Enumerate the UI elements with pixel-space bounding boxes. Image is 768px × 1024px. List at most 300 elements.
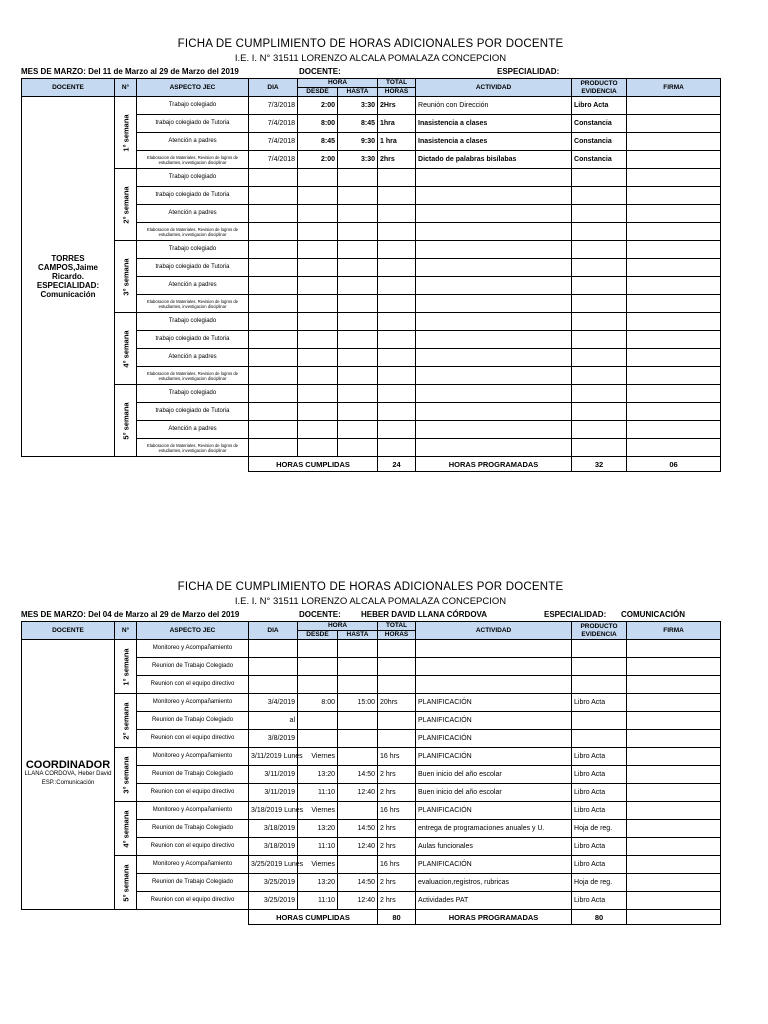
producto-cell: [572, 277, 627, 295]
firma-cell: [627, 169, 721, 187]
producto-cell: [572, 241, 627, 259]
dia-cell: 3/25/2019: [249, 874, 298, 892]
dia-cell: [249, 169, 298, 187]
hasta-cell: [338, 385, 378, 403]
firma-cell: [627, 115, 721, 133]
actividad-cell: evaluacion,registros, rubricas: [416, 874, 572, 892]
horas-programadas-value: 32: [572, 457, 627, 472]
total-cell: 16 hrs: [378, 748, 416, 766]
docente-label: DOCENTE:: [299, 67, 341, 76]
dia-cell: [249, 223, 298, 241]
firma-cell: [627, 313, 721, 331]
sheet-title: FICHA DE CUMPLIMIENTO DE HORAS ADICIONALES POR DOCENTE: [177, 38, 564, 50]
total-cell: [378, 259, 416, 277]
dia-cell: [249, 640, 298, 658]
hours-table: [21, 621, 721, 925]
header-desde: DESDE: [298, 88, 338, 97]
desde-cell: 13:20: [298, 766, 338, 784]
actividad-cell: [416, 640, 572, 658]
producto-cell: [572, 187, 627, 205]
dia-cell: [249, 658, 298, 676]
dia-cell: 3/18/2019 Lunes: [249, 802, 298, 820]
desde-cell: [298, 331, 338, 349]
actividad-cell: [416, 259, 572, 277]
desde-cell: [298, 223, 338, 241]
aspect-cell: Elaboracion de Materiales, Revision de logros de estudiantes, investigacion disciplinar: [137, 367, 249, 385]
dia-cell: 7/4/2018: [249, 151, 298, 169]
hasta-cell: 12:40: [338, 838, 378, 856]
attendance-sheet-1: [21, 36, 720, 472]
hasta-cell: [338, 367, 378, 385]
firma-cell: [627, 403, 721, 421]
school-name: I.E. I. N° 31511 LORENZO ALCALA POMALAZA CONCEPCION: [234, 596, 507, 607]
hasta-cell: 14:50: [338, 874, 378, 892]
firma-cell: [627, 385, 721, 403]
hasta-cell: [338, 439, 378, 457]
sheet-meta: [21, 609, 720, 621]
hasta-cell: [338, 295, 378, 313]
total-cell: 2 hrs: [378, 820, 416, 838]
producto-cell: Libro Acta: [572, 748, 627, 766]
header-firma: FIRMA: [627, 622, 721, 640]
hasta-cell: 3:30: [338, 151, 378, 169]
hasta-cell: [338, 277, 378, 295]
week-label: [115, 640, 137, 694]
producto-cell: Libro Acta: [572, 802, 627, 820]
dia-cell: 3/4/2019: [249, 694, 298, 712]
horas-extra-value: [627, 910, 721, 925]
hasta-cell: [338, 730, 378, 748]
firma-cell: [627, 331, 721, 349]
firma-cell: [627, 223, 721, 241]
desde-cell: [298, 259, 338, 277]
totals-row: [22, 457, 721, 472]
actividad-cell: Inasistencia a clases: [416, 115, 572, 133]
total-cell: 2 hrs: [378, 784, 416, 802]
producto-cell: [572, 349, 627, 367]
dia-cell: 3/18/2019: [249, 838, 298, 856]
producto-cell: [572, 367, 627, 385]
total-cell: [378, 712, 416, 730]
aspect-cell: Reunion de Trabajo Colegiado: [137, 712, 249, 730]
hasta-cell: 9:30: [338, 133, 378, 151]
week-label-text: 3° semana: [121, 755, 130, 794]
total-cell: [378, 421, 416, 439]
total-cell: [378, 403, 416, 421]
actividad-cell: [416, 421, 572, 439]
producto-cell: [572, 439, 627, 457]
aspect-cell: Trabajo colegiado: [137, 313, 249, 331]
actividad-cell: Inasistencia a clases: [416, 133, 572, 151]
hasta-cell: [338, 658, 378, 676]
week-label-text: 4° semana: [121, 809, 130, 848]
week-label-text: 4° semana: [121, 329, 130, 368]
total-cell: [378, 187, 416, 205]
hasta-cell: [338, 856, 378, 874]
aspect-cell: Trabajo colegiado: [137, 97, 249, 115]
desde-cell: [298, 403, 338, 421]
header-actividad: ACTIVIDAD: [416, 622, 572, 640]
desde-cell: [298, 349, 338, 367]
header-producto: PRODUCTO EVIDENCIA: [572, 622, 627, 640]
table-row: [22, 856, 721, 874]
firma-cell: [627, 892, 721, 910]
total-cell: [378, 730, 416, 748]
especialidad-label: ESPECIALIDAD:: [544, 610, 607, 619]
especialidad-value: COMUNICACIÓN: [621, 610, 685, 619]
dia-cell: [249, 385, 298, 403]
aspect-cell: Reunion de Trabajo Colegiado: [137, 820, 249, 838]
header-total: TOTAL: [378, 622, 416, 631]
actividad-cell: PLANIFICACIÓN: [416, 748, 572, 766]
aspect-cell: Reunion con el equipo directivo: [137, 892, 249, 910]
firma-cell: [627, 856, 721, 874]
producto-cell: [572, 295, 627, 313]
total-cell: [378, 385, 416, 403]
hasta-cell: [338, 169, 378, 187]
total-cell: [378, 640, 416, 658]
aspect-cell: Elaboracion de Materiales, Revision de logros de estudiantes, investigacion disciplinar: [137, 151, 249, 169]
aspect-cell: Atención a padres: [137, 205, 249, 223]
aspect-cell: Monitoreo y Acompañamiento: [137, 640, 249, 658]
hasta-cell: [338, 403, 378, 421]
header-hora: HORA: [298, 622, 378, 631]
desde-cell: [298, 658, 338, 676]
dia-cell: 3/11/2019: [249, 766, 298, 784]
desde-cell: [298, 313, 338, 331]
docente-cell: [22, 97, 115, 457]
total-cell: [378, 241, 416, 259]
header-docente: DOCENTE: [22, 622, 115, 640]
horas-extra-value: 06: [627, 457, 721, 472]
producto-cell: Libro Acta: [572, 892, 627, 910]
hasta-cell: [338, 241, 378, 259]
desde-cell: 8:00: [298, 115, 338, 133]
horas-programadas-label: HORAS PROGRAMADAS: [416, 457, 572, 472]
hasta-cell: [338, 712, 378, 730]
coordinador-title: COORDINADOR: [25, 759, 111, 771]
actividad-cell: [416, 223, 572, 241]
desde-cell: [298, 640, 338, 658]
total-cell: 2 hrs: [378, 874, 416, 892]
table-row: [22, 313, 721, 331]
desde-cell: Viernes: [298, 802, 338, 820]
actividad-cell: [416, 277, 572, 295]
desde-cell: [298, 241, 338, 259]
desde-cell: [298, 277, 338, 295]
hasta-cell: 14:50: [338, 766, 378, 784]
total-cell: 16 hrs: [378, 802, 416, 820]
horas-cumplidas-value: 24: [378, 457, 416, 472]
actividad-cell: [416, 349, 572, 367]
aspect-cell: Reunion con el equipo directivo: [137, 838, 249, 856]
total-cell: [378, 277, 416, 295]
producto-cell: [572, 658, 627, 676]
actividad-cell: [416, 439, 572, 457]
header-aspecto: ASPECTO JEC: [137, 622, 249, 640]
desde-cell: [298, 421, 338, 439]
actividad-cell: Aulas funcionales: [416, 838, 572, 856]
header-horas: HORAS: [378, 88, 416, 97]
producto-cell: Libro Acta: [572, 838, 627, 856]
firma-cell: [627, 97, 721, 115]
actividad-cell: PLANIFICACIÓN: [416, 802, 572, 820]
actividad-cell: [416, 205, 572, 223]
desde-cell: 13:20: [298, 820, 338, 838]
total-cell: [378, 658, 416, 676]
desde-cell: 8:00: [298, 694, 338, 712]
dia-cell: 7/4/2018: [249, 133, 298, 151]
table-row: [22, 802, 721, 820]
hasta-cell: 15:00: [338, 694, 378, 712]
aspect-cell: Monitoreo y Acompañamiento: [137, 748, 249, 766]
total-cell: 1hra: [378, 115, 416, 133]
week-label-text: 3° semana: [121, 257, 130, 296]
header-actividad: ACTIVIDAD: [416, 79, 572, 97]
week-label: [115, 856, 137, 910]
docente-especialidad: ESPECIALIDAD: Comunicación: [36, 281, 100, 299]
hasta-cell: [338, 640, 378, 658]
aspect-cell: Reunion con el equipo directivo: [137, 730, 249, 748]
desde-cell: [298, 295, 338, 313]
header-desde: DESDE: [298, 631, 338, 640]
dia-cell: [249, 676, 298, 694]
actividad-cell: PLANIFICACIÓN: [416, 730, 572, 748]
producto-cell: [572, 730, 627, 748]
aspect-cell: Reunion con el equipo directivo: [137, 784, 249, 802]
dia-cell: [249, 259, 298, 277]
horas-programadas-label: HORAS PROGRAMADAS: [416, 910, 572, 925]
actividad-cell: [416, 403, 572, 421]
dia-cell: [249, 439, 298, 457]
producto-cell: Libro Acta: [572, 766, 627, 784]
firma-cell: [627, 277, 721, 295]
dia-cell: 3/11/2019: [249, 784, 298, 802]
total-cell: [378, 295, 416, 313]
header-producto: PRODUCTO EVIDENCIA: [572, 79, 627, 97]
total-cell: 2hrs: [378, 151, 416, 169]
week-label-text: 2° semana: [121, 185, 130, 224]
dia-cell: 7/4/2018: [249, 115, 298, 133]
coordinador-cell: [22, 640, 115, 910]
hasta-cell: [338, 331, 378, 349]
table-row: [22, 241, 721, 259]
producto-cell: [572, 403, 627, 421]
actividad-cell: [416, 676, 572, 694]
firma-cell: [627, 712, 721, 730]
desde-cell: Viernes: [298, 856, 338, 874]
aspect-cell: trabajo colegiado de Tutoria: [137, 187, 249, 205]
aspect-cell: Reunion de Trabajo Colegiado: [137, 766, 249, 784]
firma-cell: [627, 421, 721, 439]
firma-cell: [627, 349, 721, 367]
producto-cell: Hoja de reg.: [572, 820, 627, 838]
week-label-text: 5° semana: [121, 401, 130, 440]
firma-cell: [627, 241, 721, 259]
firma-cell: [627, 838, 721, 856]
producto-cell: [572, 676, 627, 694]
hasta-cell: 12:40: [338, 892, 378, 910]
desde-cell: [298, 385, 338, 403]
hasta-cell: [338, 205, 378, 223]
producto-cell: Libro Acta: [572, 856, 627, 874]
producto-cell: [572, 259, 627, 277]
dia-cell: [249, 367, 298, 385]
desde-cell: [298, 439, 338, 457]
firma-cell: [627, 367, 721, 385]
desde-cell: [298, 730, 338, 748]
firma-cell: [627, 874, 721, 892]
firma-cell: [627, 205, 721, 223]
docente-label: DOCENTE:: [299, 610, 341, 619]
hasta-cell: 14:50: [338, 820, 378, 838]
aspect-cell: Elaboracion de Materiales, Revision de logros de estudiantes, investigacion disciplinar: [137, 295, 249, 313]
desde-cell: [298, 169, 338, 187]
horas-cumplidas-value: 80: [378, 910, 416, 925]
producto-cell: [572, 421, 627, 439]
total-cell: [378, 205, 416, 223]
week-label: [115, 97, 137, 169]
aspect-cell: trabajo colegiado de Tutoria: [137, 115, 249, 133]
header-hasta: HASTA: [338, 631, 378, 640]
table-row: [22, 385, 721, 403]
firma-cell: [627, 151, 721, 169]
actividad-cell: [416, 313, 572, 331]
month-range: MES DE MARZO: Del 04 de Marzo al 29 de Marzo del 2019: [21, 610, 240, 619]
total-cell: 2 hrs: [378, 766, 416, 784]
week-label-text: 1° semana: [121, 647, 130, 686]
desde-cell: 11:10: [298, 838, 338, 856]
producto-cell: Constancia: [572, 133, 627, 151]
dia-cell: [249, 187, 298, 205]
table-row: [22, 169, 721, 187]
actividad-cell: Reunión con Dirección: [416, 97, 572, 115]
actividad-cell: [416, 169, 572, 187]
actividad-cell: Actividades PAT: [416, 892, 572, 910]
firma-cell: [627, 766, 721, 784]
dia-cell: [249, 277, 298, 295]
header-dia: DIA: [249, 79, 298, 97]
hasta-cell: 8:45: [338, 115, 378, 133]
aspect-cell: Elaboracion de Materiales, Revision de logros de estudiantes, investigacion disciplinar: [137, 439, 249, 457]
firma-cell: [627, 730, 721, 748]
aspect-cell: Reunion con el equipo directivo: [137, 676, 249, 694]
total-cell: 2Hrs: [378, 97, 416, 115]
totals-row: [22, 910, 721, 925]
school-name: I.E. I. N° 31511 LORENZO ALCALA POMALAZA CONCEPCION: [234, 53, 507, 64]
header-n: N°: [115, 79, 137, 97]
dia-cell: [249, 313, 298, 331]
actividad-cell: PLANIFICACIÓN: [416, 856, 572, 874]
week-label-text: 1° semana: [121, 113, 130, 152]
total-cell: [378, 331, 416, 349]
aspect-cell: Atención a padres: [137, 349, 249, 367]
aspect-cell: Trabajo colegiado: [137, 169, 249, 187]
week-label: [115, 385, 137, 457]
firma-cell: [627, 658, 721, 676]
actividad-cell: [416, 187, 572, 205]
week-label: [115, 694, 137, 748]
header-total: TOTAL: [378, 79, 416, 88]
hours-table: [21, 78, 721, 472]
week-label: [115, 802, 137, 856]
firma-cell: [627, 439, 721, 457]
producto-cell: [572, 385, 627, 403]
month-range: MES DE MARZO: Del 11 de Marzo al 29 de Marzo del 2019: [21, 67, 239, 76]
firma-cell: [627, 784, 721, 802]
aspect-cell: trabajo colegiado de Tutoria: [137, 331, 249, 349]
actividad-cell: Buen inicio del año escolar: [416, 784, 572, 802]
hasta-cell: [338, 676, 378, 694]
dia-cell: [249, 403, 298, 421]
producto-cell: Libro Acta: [572, 694, 627, 712]
aspect-cell: Monitoreo y Acompañamiento: [137, 694, 249, 712]
totals-spacer: [22, 457, 249, 472]
week-label: [115, 748, 137, 802]
total-cell: [378, 367, 416, 385]
desde-cell: [298, 205, 338, 223]
desde-cell: 2:00: [298, 97, 338, 115]
hasta-cell: 3:30: [338, 97, 378, 115]
total-cell: 16 hrs: [378, 856, 416, 874]
actividad-cell: [416, 367, 572, 385]
docente-value: HEBER DAVID LLANA CÓRDOVA: [361, 610, 488, 619]
hasta-cell: [338, 349, 378, 367]
coordinador-detail: LLANA CORDOVA, Heber David ESP.:Comunicación: [24, 771, 112, 786]
hasta-cell: [338, 259, 378, 277]
desde-cell: [298, 187, 338, 205]
total-cell: 1 hra: [378, 133, 416, 151]
hasta-cell: [338, 223, 378, 241]
header-hora: HORA: [298, 79, 378, 88]
dia-cell: 3/25/2019: [249, 892, 298, 910]
hasta-cell: [338, 748, 378, 766]
firma-cell: [627, 259, 721, 277]
firma-cell: [627, 676, 721, 694]
hasta-cell: [338, 421, 378, 439]
header-n: N°: [115, 622, 137, 640]
horas-cumplidas-label: HORAS CUMPLIDAS: [249, 457, 378, 472]
header-horas: HORAS: [378, 631, 416, 640]
attendance-sheet-2: [21, 579, 720, 925]
actividad-cell: [416, 385, 572, 403]
header-hasta: HASTA: [338, 88, 378, 97]
aspect-cell: Atención a padres: [137, 277, 249, 295]
aspect-cell: Reunion de Trabajo Colegiado: [137, 658, 249, 676]
table-row: [22, 748, 721, 766]
total-cell: [378, 676, 416, 694]
producto-cell: Constancia: [572, 115, 627, 133]
dia-cell: 3/11/2019 Lunes: [249, 748, 298, 766]
dia-cell: al: [249, 712, 298, 730]
producto-cell: [572, 712, 627, 730]
firma-cell: [627, 694, 721, 712]
firma-cell: [627, 295, 721, 313]
actividad-cell: [416, 331, 572, 349]
aspect-cell: Trabajo colegiado: [137, 385, 249, 403]
table-row: [22, 694, 721, 712]
aspect-cell: Atención a padres: [137, 133, 249, 151]
header-firma: FIRMA: [627, 79, 721, 97]
producto-cell: Hoja de reg.: [572, 874, 627, 892]
dia-cell: [249, 295, 298, 313]
actividad-cell: Buen inicio del año escolar: [416, 766, 572, 784]
table-row: [22, 97, 721, 115]
aspect-cell: trabajo colegiado de Tutoria: [137, 403, 249, 421]
hasta-cell: [338, 313, 378, 331]
desde-cell: [298, 676, 338, 694]
aspect-cell: trabajo colegiado de Tutoria: [137, 259, 249, 277]
